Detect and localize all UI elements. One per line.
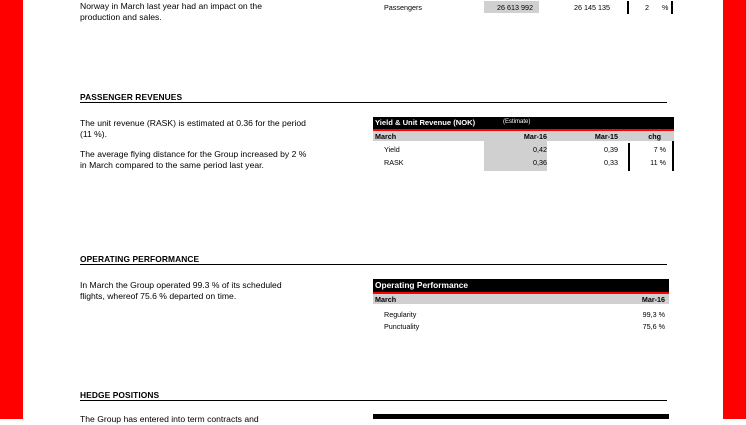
table-row xyxy=(373,145,674,156)
regularity-label: Regularity xyxy=(384,310,417,319)
left-red-border xyxy=(0,0,23,419)
passengers-change: 2 xyxy=(645,3,649,12)
hedge-positions-heading: HEDGE POSITIONS xyxy=(80,390,160,400)
yield-table xyxy=(373,117,674,175)
passenger-revenues-heading: PASSENGER REVENUES xyxy=(80,92,183,102)
yield-table-header xyxy=(373,131,674,141)
op-table-title-bar xyxy=(373,279,669,292)
table-row xyxy=(373,322,669,333)
passengers-previous: 26 145 135 xyxy=(574,3,610,12)
passengers-row xyxy=(373,1,673,14)
yield-row-label: Yield xyxy=(384,145,400,154)
yield-col-current: Mar-16 xyxy=(523,132,547,141)
op-table-title: Operating Performance xyxy=(375,280,469,290)
op-col-current: Mar-16 xyxy=(641,295,665,304)
table-row xyxy=(373,310,669,321)
passengers-current-cell xyxy=(484,1,539,13)
punctuality-label: Punctuality xyxy=(384,322,420,331)
right-red-border xyxy=(723,0,746,419)
yield-row-change: 7 % xyxy=(653,145,666,154)
rask-row-change: 11 % xyxy=(650,158,666,167)
intro-line-1: Norway in March last year had an impact on the xyxy=(80,1,262,11)
op-col-label: March xyxy=(375,295,397,304)
yield-table-title-bar xyxy=(373,117,674,129)
yield-table-title: Yield & Unit Revenue (NOK) xyxy=(375,118,476,127)
rask-row-current: 0,36 xyxy=(533,158,547,167)
op-table-header xyxy=(373,294,669,304)
punctuality-value: 75,6 % xyxy=(642,322,665,331)
operating-performance-heading: OPERATING PERFORMANCE xyxy=(80,254,200,264)
rask-row-label: RASK xyxy=(384,158,404,167)
passengers-current: 26 613 992 xyxy=(497,3,533,12)
distance-line-1: The average flying distance for the Group increased by 2 % xyxy=(80,149,307,159)
yield-row-previous: 0,39 xyxy=(604,145,618,154)
intro-line-2: production and sales. xyxy=(80,11,162,22)
rask-line-1: The unit revenue (RASK) is estimated at 0.36 for the period xyxy=(80,118,306,128)
section-rule xyxy=(80,102,667,103)
yield-col-previous: Mar-15 xyxy=(594,132,618,141)
rask-row-previous: 0,33 xyxy=(604,158,618,167)
hedge-table-title-bar xyxy=(373,414,669,419)
regularity-line-1: In March the Group operated 99.3 % of its scheduled xyxy=(80,280,282,290)
passenger-revenues-text xyxy=(80,118,355,170)
passengers-change-unit: % xyxy=(662,3,669,12)
table-row xyxy=(373,158,674,169)
column-divider xyxy=(627,1,629,14)
regularity-value: 99,3 % xyxy=(642,310,665,319)
yield-row-current: 0,42 xyxy=(533,145,547,154)
operating-performance-table xyxy=(373,279,669,335)
hedge-text-partial: The Group has entered into term contracts and xyxy=(80,414,259,424)
section-rule xyxy=(80,400,667,401)
yield-table-note: (Estimate) xyxy=(503,119,531,125)
passengers-label: Passengers xyxy=(384,3,422,12)
right-divider xyxy=(671,1,673,14)
intro-paragraph xyxy=(80,1,350,22)
regularity-line-2: flights, whereof 75.6 % departed on time. xyxy=(80,290,237,301)
distance-line-2: in March compared to the same period last year. xyxy=(80,159,264,170)
yield-col-change: chg xyxy=(648,132,661,141)
operating-performance-text xyxy=(80,280,355,301)
yield-col-label: March xyxy=(375,132,397,141)
rask-line-2: (11 %). xyxy=(80,128,108,139)
section-rule xyxy=(80,264,667,265)
